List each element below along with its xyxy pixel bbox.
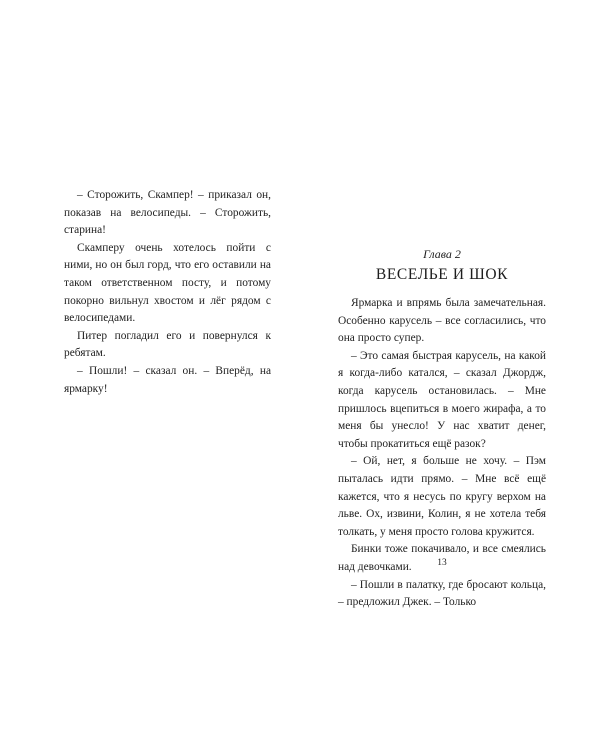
- page-number: 13: [437, 558, 447, 568]
- paragraph: – Ой, нет, я больше не хочу. – Пэм пыталась идти прямо. – Мне всё ещё кажется, что я несусь по кругу верхом на льве. Ох, извини, Колин, я не хотела тебя толкать, у меня просто голова кружится.: [338, 455, 546, 538]
- paragraph: – Пошли в палатку, где бросают кольца, – предложил Джек. – Только: [338, 578, 546, 609]
- paragraph: Скамперу очень хотелось пойти с ними, но он был горд, что его оставили на таком ответственном посту, и потому покорно вильнул хвостом и лёг рядом с велосипедами.: [64, 241, 271, 325]
- paragraph: Ярмарка и впрямь была замечательная. Особенно карусель – все согласились, что она просто супер.: [338, 297, 546, 345]
- chapter-title: ВЕСЕЛЬЕ И ШОК: [375, 266, 509, 283]
- paragraph: – Сторожить, Скампер! – приказал он, показав на велосипеды. – Сторожить, старина!: [64, 189, 271, 237]
- paragraph: – Это самая быстрая карусель, на какой я когда-либо катался, – сказал Джордж, когда карусель остановилась. – Мне пришлось вцепиться в моего жирафа, а то меня бы унесло! У нас хватит денег, чтобы прокатиться ещё разок?: [338, 349, 546, 450]
- left-page-text: [64, 187, 271, 398]
- right-page: [300, 0, 600, 750]
- paragraph: Бинки тоже покачивало, и все смеялись над девочками.: [338, 543, 546, 573]
- chapter-number: Глава 2: [423, 247, 461, 261]
- paragraph: – Пошли! – сказал он. – Вперёд, на ярмарку!: [64, 364, 271, 395]
- paragraph: Питер погладил его и повернулся к ребятам.: [64, 329, 271, 360]
